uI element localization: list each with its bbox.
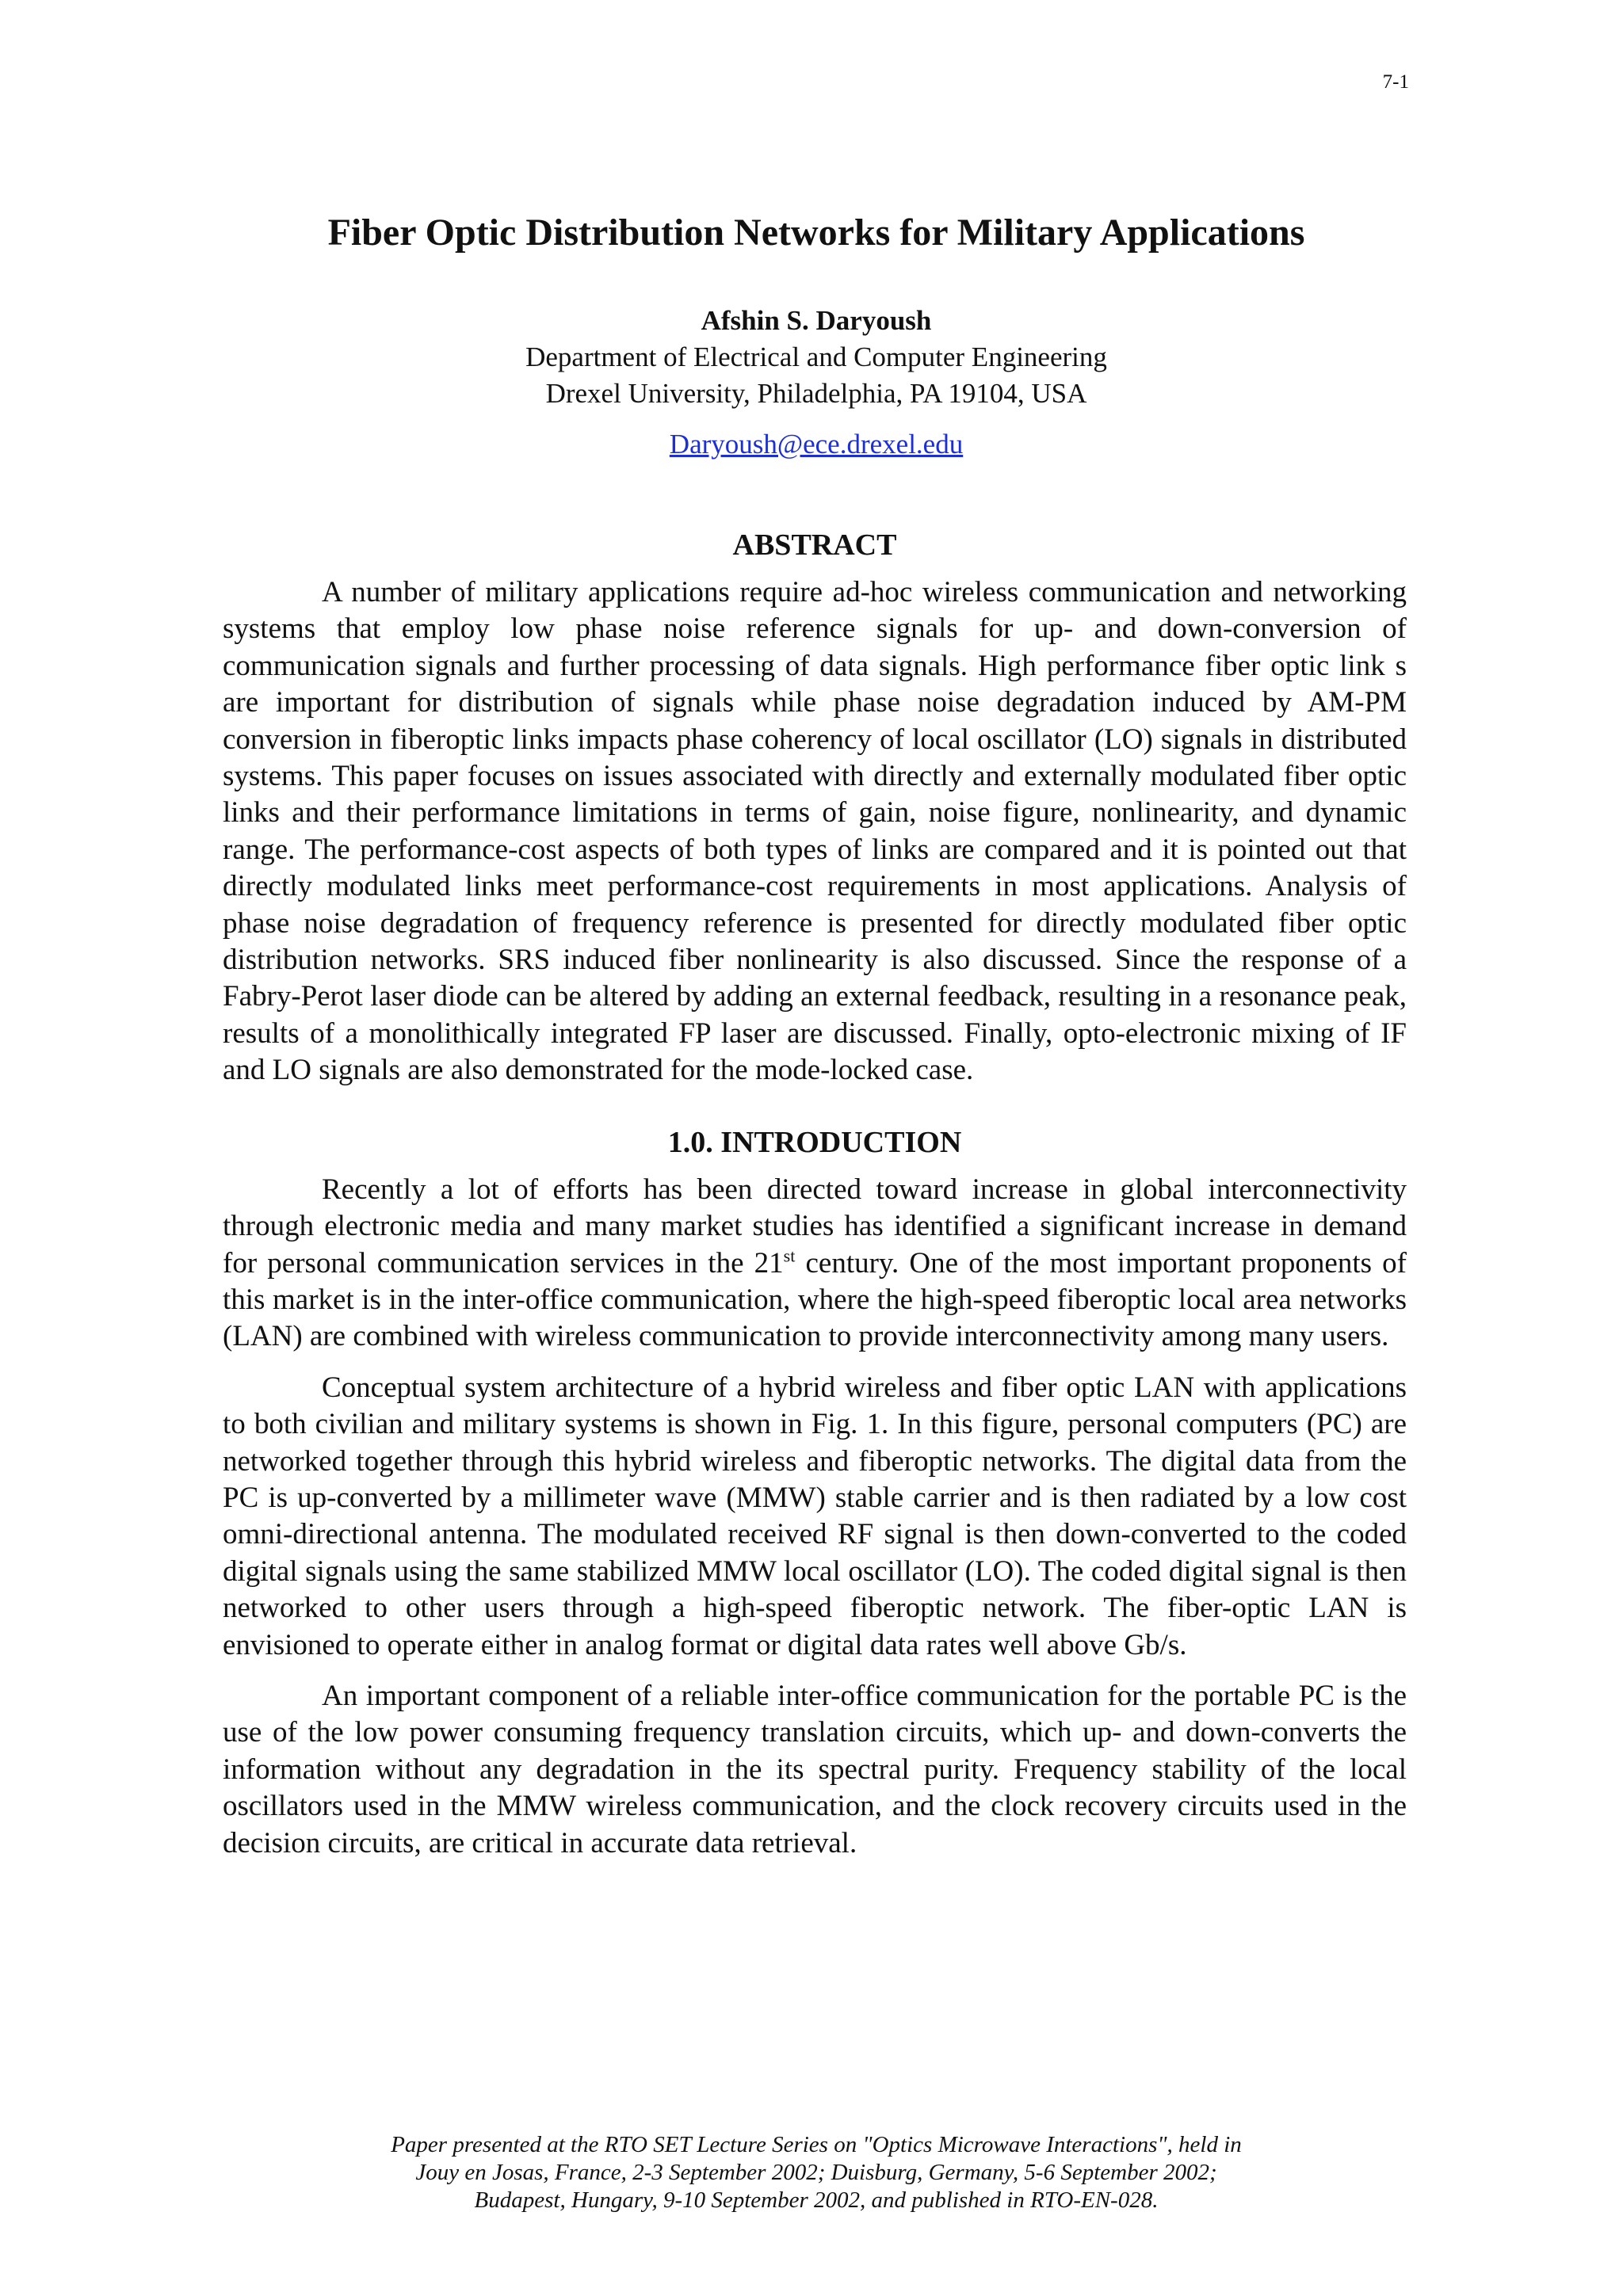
footnote-line-1: Paper presented at the RTO SET Lecture Series on "Optics Microwave Interactions", held in	[391, 2132, 1242, 2157]
paper-body	[223, 527, 1407, 1862]
footnote-line-3: Budapest, Hungary, 9-10 September 2002, and published in RTO-EN-028.	[474, 2187, 1159, 2213]
intro-p1-text-b: century. One of the most important proponents of this market is in the inter-office communication, where the high-speed fiberoptic local area networks (LAN) are combined with wireless communication to provide interconnectivity among many users.	[223, 1246, 1407, 1353]
introduction-paragraph-1	[223, 1172, 1407, 1356]
author-email-link[interactable]: Daryoush@ece.drexel.edu	[669, 429, 964, 460]
intro-p1-superscript: st	[783, 1245, 796, 1266]
author-block	[222, 303, 1411, 463]
publication-footnote	[262, 2131, 1371, 2214]
footnote-line-2: Jouy en Josas, France, 2-3 September 2002; Duisburg, Germany, 5-6 September 2002;	[415, 2160, 1217, 2185]
introduction-paragraph-3: An important component of a reliable inter-office communication for the portable PC is the use of the low power consuming frequency translation circuits, which up- and down-converts the information without any degradation in the its spectral purity. Frequency stability of the local oscillators used in the MMW wireless communication, and the clock recovery circuits used in the decision circuits, are critical in accurate data retrieval.	[223, 1679, 1407, 1859]
author-name: Afshin S. Daryoush	[701, 305, 932, 336]
intro-p1-text-a: Recently a lot of efforts has been directed toward increase in global interconnectivity through electronic media and many market studies has identified a significant increase in demand for personal communication services in the 21	[223, 1173, 1407, 1280]
introduction-paragraph-2: Conceptual system architecture of a hybrid wireless and fiber optic LAN with applications to both civilian and military systems is shown in Fig. 1. In this figure, personal computers (PC) are networked together through this hybrid wireless and fiberoptic networks. The digital data from the PC is up-converted by a millimeter wave (MMW) stable carrier and is then radiated by a low cost omni-directional antenna. The modulated received RF signal is then down-converted to the coded digital signals using the same stabilized MMW local oscillator (LO). The coded digital signal is then networked to other users through a high-speed fiberoptic network. The fiber-optic LAN is envisioned to operate either in analog format or digital data rates well above Gb/s.	[223, 1371, 1407, 1661]
introduction-heading: 1.0. INTRODUCTION	[667, 1125, 962, 1159]
author-affiliation: Drexel University, Philadelphia, PA 19104, USA	[545, 378, 1087, 409]
author-department: Department of Electrical and Computer Engineering	[525, 341, 1107, 372]
paper-title: Fiber Optic Distribution Networks for Military Applications	[327, 212, 1305, 254]
page-number: 7-1	[1382, 71, 1409, 93]
introduction-section	[223, 1124, 1407, 1862]
abstract-paragraph: A number of military applications require ad-hoc wireless communication and networking systems that employ low phase noise reference signals for up- and down-conversion of communication signals and further processing of data signals. High performance fiber optic link s are important for distribution of signals while phase noise degradation induced by AM-PM conversion in fiberoptic links impacts phase coherency of local oscillator (LO) signals in distributed systems. This paper focuses on issues associated with directly and externally modulated fiber optic links and their performance limitations in terms of gain, noise figure, nonlinearity, and dynamic range. The performance-cost aspects of both types of links are compared and it is pointed out that directly modulated links meet performance-cost requirements in most applications. Analysis of phase noise degradation of frequency reference is presented for directly modulated fiber optic distribution networks. SRS induced fiber nonlinearity is also discussed. Since the response of a Fabry-Perot laser diode can be altered by adding an external feedback, resulting in a resonance peak, results of a monolithically integrated FP laser are discussed. Finally, opto-electronic mixing of IF and LO signals are also demonstrated for the mode-locked case.	[223, 576, 1407, 1087]
abstract-section	[223, 527, 1407, 1089]
abstract-heading: ABSTRACT	[732, 528, 897, 562]
